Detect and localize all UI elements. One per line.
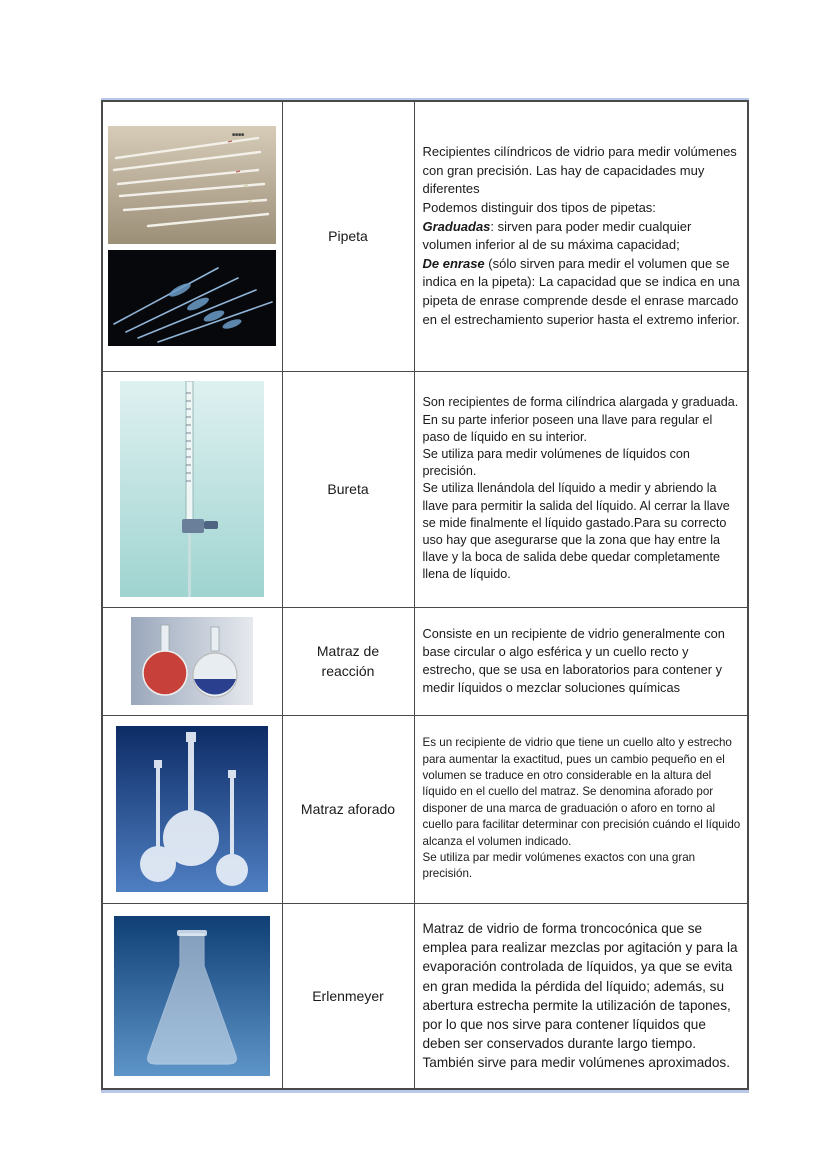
desc-paragraph <box>423 255 742 329</box>
image-cell <box>102 371 282 607</box>
equipment-description <box>414 903 748 1089</box>
term-de-enrase: De enrase <box>422 255 485 271</box>
desc-paragraph <box>423 218 742 255</box>
table-row-erlenmeyer <box>102 903 748 1089</box>
image-cell <box>102 101 282 371</box>
table-row-pipeta <box>102 101 748 371</box>
table-row-matraz-reaccion <box>102 607 748 715</box>
term-text: : sirven para poder medir cualquier volumen inferior al de su máxima capacidad; <box>422 218 692 253</box>
round-flasks-photo <box>131 617 253 705</box>
image-cell <box>102 607 282 715</box>
image-cell <box>102 903 282 1089</box>
table-row-bureta <box>102 371 748 607</box>
desc-paragraph: Se utiliza para medir volúmenes de líquidos con precisión. <box>422 446 690 479</box>
erlenmeyer-flask-photo <box>114 916 270 1076</box>
desc-paragraph: Recipientes cilíndricos de vidrio para medir volúmenes con gran precisión. Las hay de capacidades muy diferentes <box>422 144 737 197</box>
image-cell <box>102 715 282 903</box>
desc-paragraph: Se utiliza llenándola del líquido a medir y abriendo la llave para permitir la salida del líquido. Al cerrar la llave se mide finalmente el líquido gastado.Para su correcto uso hay que asegurarse que la zona que hay entre la llave y la boca de salida debe quedar completamente llena de líquido. <box>422 481 730 582</box>
svg-text:■■■■: ■■■■ <box>232 132 245 139</box>
volumetric-flasks-photo <box>116 726 268 892</box>
term-text: (sólo sirven para medir el volumen que se indica en la pipeta): La capacidad que se indica en una pipeta de enrase comprende desde el enrase marcado en el estrechamiento superior hasta el extremo inferior. <box>422 255 740 327</box>
desc-paragraph: Son recipientes de forma cilíndrica alargada y graduada. En su parte inferior poseen una llave para regular el paso de líquido en su interior. <box>422 395 739 444</box>
equipment-description <box>414 101 748 371</box>
equipment-description <box>414 607 748 715</box>
equipment-description <box>414 715 748 903</box>
desc-paragraph: Podemos distinguir dos tipos de pipetas: <box>422 200 656 216</box>
desc-paragraph: Matraz de vidrio de forma troncocónica que se emplea para realizar mezclas por agitación y para la evaporación controlada de líquidos, ya que se evita en gran medida la pérdida del líquido; además, su abertura estrecha permite la utilización de tapones, por lo que nos sirve para contener líquidos que deben ser conservados durante largo tiempo. También sirve para medir volúmenes aproximados. <box>422 920 738 1071</box>
volumetric-pipettes-photo <box>108 250 276 346</box>
term-graduadas: Graduadas <box>422 218 491 234</box>
equipment-name: Pipeta <box>282 101 414 371</box>
lab-equipment-table <box>101 100 749 1090</box>
desc-paragraph: Se utiliza par medir volúmenes exactos con una gran precisión. <box>422 851 696 881</box>
desc-paragraph: Consiste en un recipiente de vidrio generalmente con base circular o algo esférica y un cuello recto y estrecho, que se usa en laboratorios para contener y medir líquidos o mezclar soluciones químicas <box>422 626 725 695</box>
burette-photo <box>120 381 264 597</box>
equipment-name: Matraz aforado <box>282 715 414 903</box>
equipment-description <box>414 371 748 607</box>
graduated-pipettes-photo <box>108 126 276 244</box>
equipment-name: Bureta <box>282 371 414 607</box>
desc-paragraph: Es un recipiente de vidrio que tiene un cuello alto y estrecho para aumentar la exactitud, pues un cambio pequeño en el volumen se traduce en otro considerable en la altura del líquido en el cuello del matraz. Se denomina aforado por disponer de una marca de graduación o aforo en torno al cuello para facilitar determinar con precisión cuándo el líquido alcanza el volumen indicado. <box>422 736 741 848</box>
equipment-name: Erlenmeyer <box>282 903 414 1089</box>
table-row-matraz-aforado <box>102 715 748 903</box>
equipment-name: Matraz de reacción <box>282 607 414 715</box>
